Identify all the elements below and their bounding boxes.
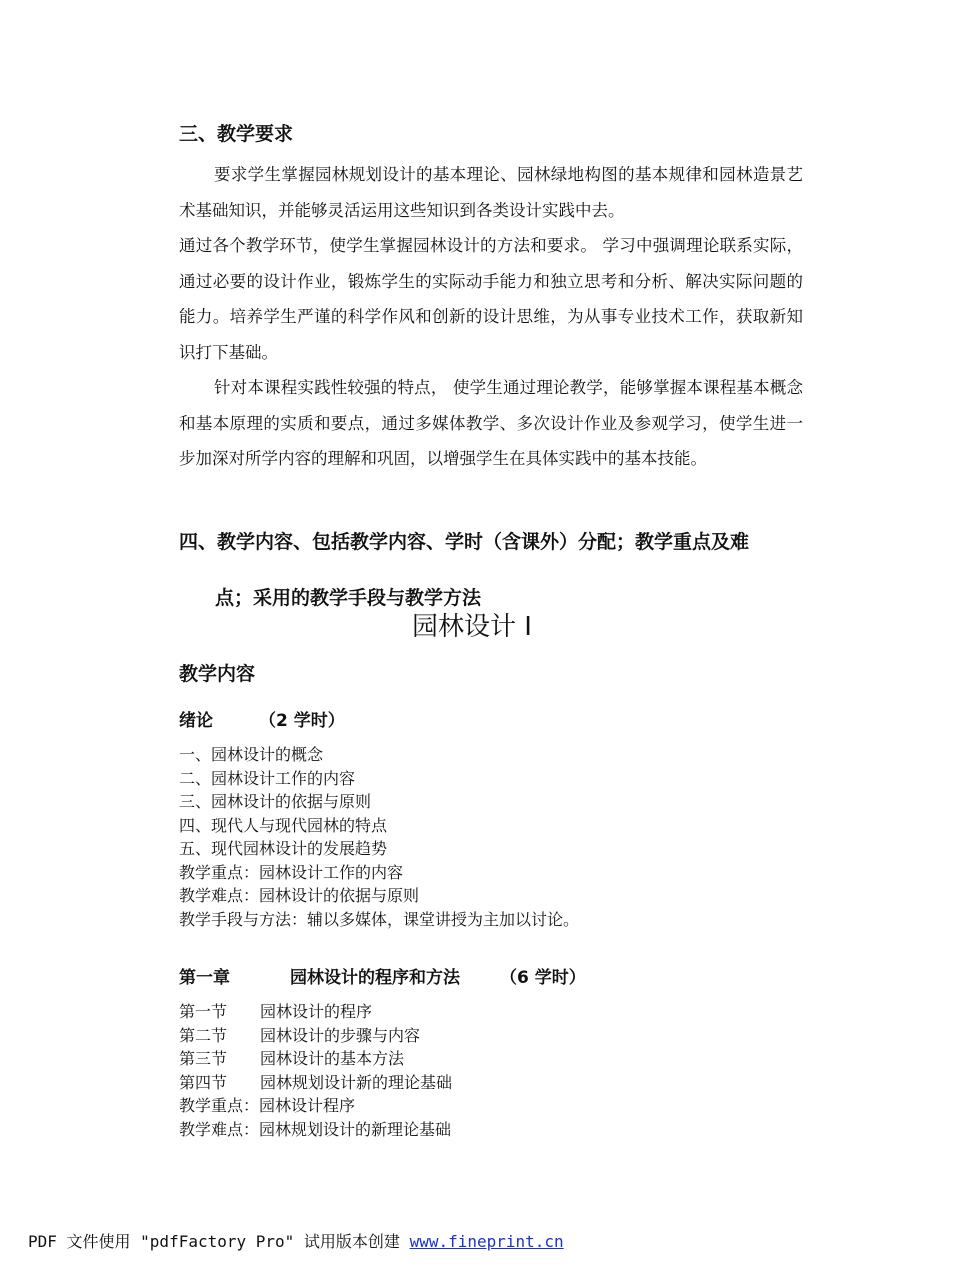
section-name: 园林设计的程序	[260, 1002, 373, 1021]
section-3-paragraph-1: 要求学生掌握园林规划设计的基本理论、园林绿地构图的基本规律和园林造景艺术基础知识，并能够灵活运用这些知识到各类设计实践中去。	[179, 165, 803, 220]
section-4-title-line-1: 四、教学内容、包括教学内容、学时（含课外）分配；教学重点及难	[179, 531, 750, 553]
chapter-1-heading	[179, 965, 803, 991]
section-3-paragraph-3: 针对本课程实践性较强的特点， 使学生通过理论教学，能够掌握本课程基本概念和基本原理的实质和要点，通过多媒体教学、多次设计作业及参观学习，使学生进一步加深对所学内容的理解和巩固，以增强学生在具体实践中的基本技能。	[179, 378, 803, 468]
pdf-footer	[28, 1230, 564, 1254]
section-number: 第三节	[179, 1049, 228, 1068]
section-number: 第二节	[179, 1025, 228, 1045]
section-name: 园林设计的基本方法	[260, 1049, 405, 1068]
chapter-1-title: 园林设计的程序和方法	[290, 968, 460, 988]
list-item	[179, 1000, 803, 1024]
list-item: 教学难点：园林设计的依据与原则	[179, 886, 420, 905]
section-4-title-line-2: 点；采用的教学手段与教学方法	[215, 587, 482, 609]
intro-hours: （2 学时）	[259, 711, 345, 731]
intro-item-list	[179, 743, 803, 931]
footer-text: PDF 文件使用 "pdfFactory Pro" 试用版本创建	[28, 1232, 410, 1251]
list-item: 一、园林设计的概念	[179, 745, 324, 764]
teaching-content-label: 教学内容	[179, 663, 256, 685]
intro-heading-title: 绪论	[179, 711, 213, 731]
chapter-1-label: 第一章	[179, 968, 230, 988]
section-3-paragraph-2: 通过各个教学环节，使学生掌握园林设计的方法和要求。 学习中强调理论联系实际，通过必要的设计作业，锻炼学生的实际动手能力和独立思考和分析、解决实际问题的能力。培养学生严谨的科学作风和创新的设计思维，为从事专业技术工作，获取新知识打下基础。	[179, 236, 803, 362]
list-item	[179, 1024, 803, 1048]
section-3-title: 三、教学要求	[179, 123, 294, 145]
intro-heading	[179, 708, 803, 734]
list-item: 二、园林设计工作的内容	[179, 768, 356, 788]
list-item	[179, 1071, 803, 1095]
chapter-1-section-list	[179, 1000, 803, 1141]
list-item: 教学手段与方法：辅以多媒体，课堂讲授为主加以讨论。	[179, 909, 580, 929]
list-item	[179, 1047, 803, 1071]
chapter-1-difficulty: 教学难点：园林规划设计的新理论基础	[179, 1119, 452, 1139]
list-item: 五、现代园林设计的发展趋势	[179, 839, 388, 858]
section-name: 园林规划设计新的理论基础	[260, 1072, 453, 1092]
chapter-1-key-point: 教学重点：园林设计程序	[179, 1096, 356, 1115]
course-title: 园林设计 I	[412, 612, 532, 642]
section-number: 第四节	[179, 1072, 228, 1092]
section-name: 园林设计的步骤与内容	[260, 1025, 421, 1045]
list-item: 教学重点：园林设计工作的内容	[179, 862, 404, 882]
footer-link[interactable]: www.fineprint.cn	[409, 1232, 564, 1251]
list-item: 四、现代人与现代园林的特点	[179, 815, 388, 835]
section-number: 第一节	[179, 1002, 228, 1021]
chapter-1-hours: （6 学时）	[500, 968, 586, 988]
list-item: 三、园林设计的依据与原则	[179, 792, 372, 811]
